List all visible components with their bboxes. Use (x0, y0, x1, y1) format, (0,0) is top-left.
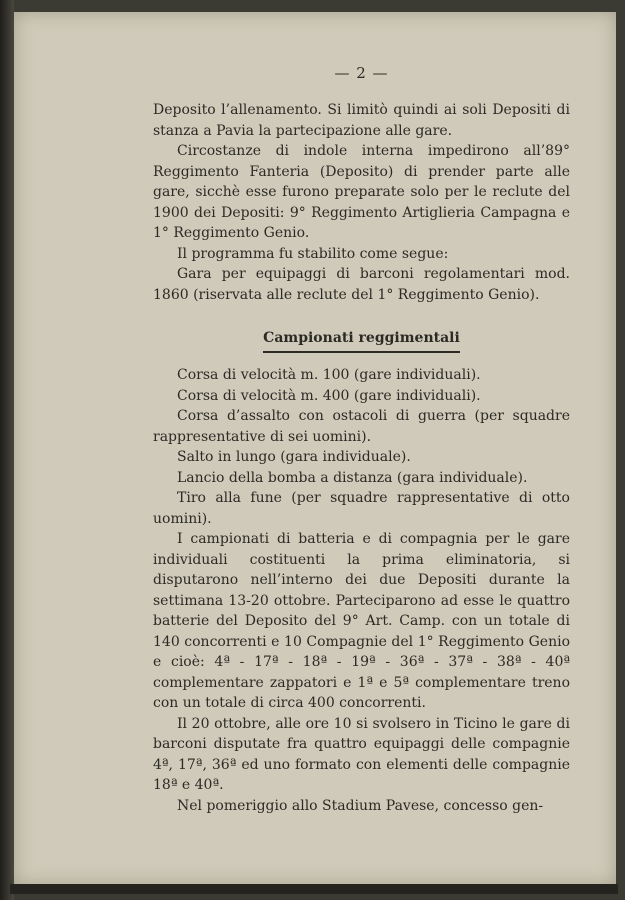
event-item: Lancio della bomba a distanza (gara individuale). (177, 469, 528, 486)
page-number: — 2 — (334, 64, 389, 82)
paragraph-2: Circostanze di indole interna impedirono all’89° Reggimento Fanteria (Deposito) di prender parte alle gare, sicchè esse furono preparate solo per le reclute del 1900 dei Depositi: 9° Reggimento Artiglieria Campagna e 1° Reggimento Genio. (153, 143, 570, 241)
book-page (14, 12, 616, 885)
paragraph-5: I campionati di batteria e di compagnia per le gare individuali costituenti la prima eliminatoria, si disputarono nell’interno dei due Depositi durante la settimana 13-20 ottobre. Parteciparono ad esse le quattro batterie del Deposito del 9° Art. Camp. con un totale di 140 concorrenti e 10 Compagnie del 1° Reggimento Genio e cioè: 4ª - 17ª - 18ª - 19ª - 36ª - 37ª - 38ª - 40ª complementare zappatori e 1ª e 5ª complementare treno con un totale di circa 400 concorrenti. (153, 531, 570, 711)
book-binding-edge (0, 0, 14, 900)
paragraph-6: Il 20 ottobre, alle ore 10 si svolsero in Ticino le gare di barconi disputate fra quattro equipaggi delle compagnie 4ª, 17ª, 36ª ed uno formato con elementi delle compagnie 18ª e 40ª. (153, 715, 570, 793)
page-bottom-shadow (10, 884, 618, 894)
paragraph-4: Gara per equipaggi di barconi regolamentari mod. 1860 (riservata alle reclute del 1° Reggimento Genio). (153, 266, 570, 303)
event-item: Corsa d’assalto con ostacoli di guerra (per squadre rappresentative di sei uomini). (153, 408, 570, 445)
paragraph-7: Nel pomeriggio allo Stadium Pavese, concesso gen- (177, 797, 544, 814)
section-text (153, 365, 570, 816)
event-item: Corsa di velocità m. 100 (gare individuali). (177, 367, 481, 383)
event-item: Salto in lungo (gara individuale). (177, 449, 411, 465)
paragraph-1: Deposito l’allenamento. Si limitò quindi ai soli Depositi di stanza a Pavia la partecipazione alle gare. (153, 102, 570, 139)
paragraph-3: Il programma fu stabilito come segue: (177, 245, 449, 262)
event-item: Tiro alla fune (per squadre rappresentative di otto uomini). (153, 490, 570, 527)
event-item: Corsa di velocità m. 400 (gare individuali). (177, 387, 481, 404)
intro-text (153, 100, 570, 305)
section-heading-text: Campionati reggimentali (263, 328, 460, 353)
section-heading (153, 328, 570, 353)
